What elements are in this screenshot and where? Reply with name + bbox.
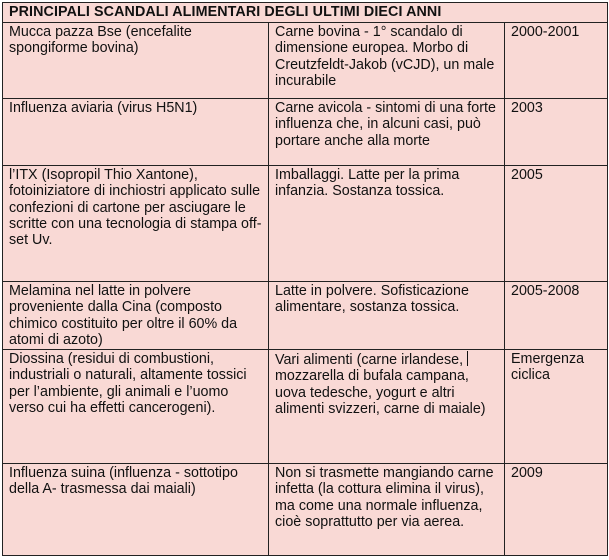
period-cell: Emergenza ciclica [505, 350, 608, 464]
table-row [3, 166, 608, 282]
food-scandals-table [2, 2, 608, 556]
scandal-cell: Melamina nel latte in polvere proveniente dalla Cina (composto chimico costituito per oltre il 60% da atomi di azoto) [3, 282, 269, 350]
description-text-end: mozzarella di bufala campana, uova tedesche, yogurt e altri alimenti svizzeri, carne di maiale) [275, 368, 486, 417]
scandal-cell: Influenza aviaria (virus H5N1) [3, 99, 269, 166]
description-cell: Non si trasmette mangiando carne infetta (la cottura elimina il virus), ma come una normale influenza, cioè soprattutto per via aerea. [269, 464, 505, 556]
period-cell: 2000-2001 [505, 23, 608, 99]
description-cell: Carne avicola - sintomi di una forte influenza che, in alcuni casi, può portare anche alla morte [269, 99, 505, 166]
scandal-cell: Influenza suina (influenza - sottotipo della A- trasmessa dai maiali) [3, 464, 269, 556]
period-cell: 2005 [505, 166, 608, 282]
table-title-row [3, 3, 608, 23]
description-cell: Latte in polvere. Sofisticazione alimentare, sostanza tossica. [269, 282, 505, 350]
scandal-cell: l’ITX (Isopropil Thio Xantone), fotoiniziatore di inchiostri applicato sulle confezioni di cartone per asciugare le scritte con una tecnologia di stampa off-set Uv. [3, 166, 269, 282]
table-title: PRINCIPALI SCANDALI ALIMENTARI DEGLI ULTIMI DIECI ANNI [3, 3, 608, 23]
table-row [3, 282, 608, 350]
table-row [3, 350, 608, 464]
description-cell [269, 350, 505, 464]
scandal-cell: Diossina (residui di combustioni, industriali o naturali, altamente tossici per l’ambiente, gli animali e l’uomo verso cui ha effetti cancerogeni). [3, 350, 269, 464]
text-cursor [467, 351, 468, 366]
table-row [3, 99, 608, 166]
period-cell: 2005-2008 [505, 282, 608, 350]
table-row [3, 464, 608, 556]
description-text-start: Vari alimenti (carne irlandese, [275, 352, 468, 368]
scandal-cell: Mucca pazza Bse (encefalite spongiforme bovina) [3, 23, 269, 99]
period-cell: 2003 [505, 99, 608, 166]
description-cell: Imballaggi. Latte per la prima infanzia. Sostanza tossica. [269, 166, 505, 282]
period-cell: 2009 [505, 464, 608, 556]
description-cell: Carne bovina - 1° scandalo di dimensione europea. Morbo di Creutzfeldt-Jakob (vCJD), un male incurabile [269, 23, 505, 99]
table-row [3, 23, 608, 99]
